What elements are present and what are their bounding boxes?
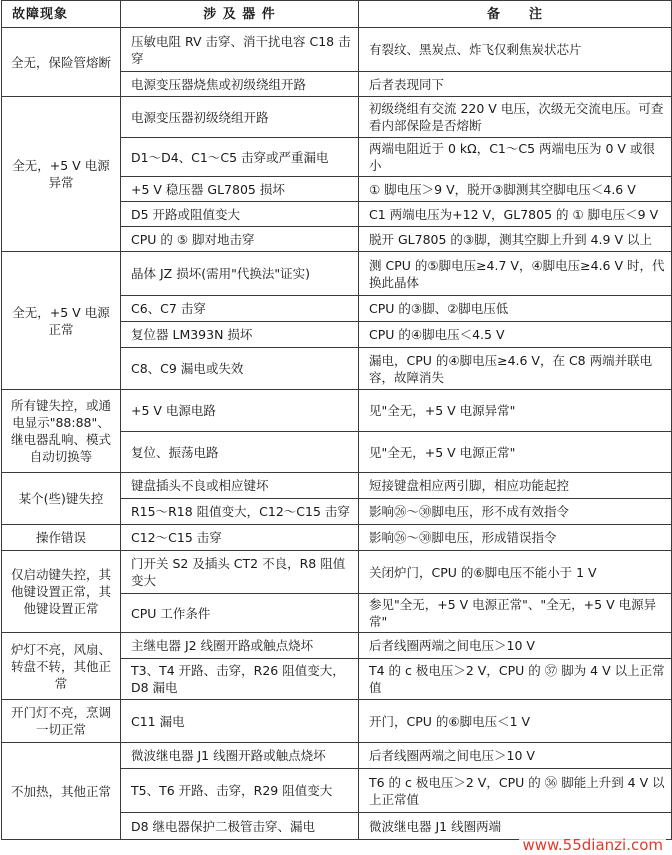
note-cell: 见"全无，+5 V 电源正常" bbox=[359, 432, 672, 473]
table-row bbox=[2, 743, 672, 769]
note-cell: 短接键盘相应两引脚，相应功能起控 bbox=[359, 473, 672, 499]
table-row bbox=[2, 700, 672, 743]
table-row bbox=[2, 551, 672, 594]
component-cell: C6、C7 击穿 bbox=[121, 296, 359, 322]
component-cell: 键盘插头不良或相应键坏 bbox=[121, 473, 359, 499]
note-cell: CPU 的③脚、②脚电压低 bbox=[359, 296, 672, 322]
table-body bbox=[2, 28, 672, 840]
component-cell: C11 漏电 bbox=[121, 700, 359, 743]
note-cell: 后者线圈两端之间电压＞10 V bbox=[359, 633, 672, 659]
note-cell: 后者表现同下 bbox=[359, 72, 672, 97]
note-cell: 参见"全无，+5 V 电源正常"、"全无，+5 V 电源异常" bbox=[359, 594, 672, 633]
component-cell: +5 V 稳压器 GL7805 损坏 bbox=[121, 177, 359, 202]
note-cell: 测 CPU 的⑤脚电压≥4.7 V，④脚电压≥4.6 V 时，代换此晶体 bbox=[359, 252, 672, 296]
symptom-cell: 开门灯不亮，烹调一切正常 bbox=[2, 700, 121, 743]
note-cell: T4 的 c 极电压＞2 V，CPU 的 ㊲ 脚为 4 V 以上正常值 bbox=[359, 659, 672, 700]
component-cell: D8 继电器保护二极管击穿、漏电 bbox=[121, 813, 359, 840]
table-row bbox=[2, 97, 672, 138]
component-cell: +5 V 电源电路 bbox=[121, 390, 359, 432]
component-cell: C8、C9 漏电或失效 bbox=[121, 348, 359, 390]
symptom-cell: 全无，保险管熔断 bbox=[2, 28, 121, 97]
note-cell: CPU 的④脚电压＜4.5 V bbox=[359, 322, 672, 348]
component-cell: C12～C15 击穿 bbox=[121, 525, 359, 551]
note-cell: 初级绕组有交流 220 V 电压，次级无交流电压。可查看内部保险是否熔断 bbox=[359, 97, 672, 138]
watermark: www.55dianzi.com bbox=[519, 836, 666, 854]
symptom-cell: 全无，+5 V 电源正常 bbox=[2, 252, 121, 390]
symptom-cell: 全无，+5 V 电源异常 bbox=[2, 97, 121, 252]
component-cell: D1～D4、C1～C5 击穿或严重漏电 bbox=[121, 138, 359, 177]
note-cell: 见"全无，+5 V 电源异常" bbox=[359, 390, 672, 432]
component-cell: T5、T6 开路、击穿，R29 阻值变大 bbox=[121, 769, 359, 813]
symptom-cell: 操作错误 bbox=[2, 525, 121, 551]
note-cell: 有裂纹、黑炭点、炸飞仅剩焦炭状芯片 bbox=[359, 28, 672, 72]
symptom-cell: 某个(些)键失控 bbox=[2, 473, 121, 525]
component-cell: 晶体 JZ 损坏(需用"代换法"证实) bbox=[121, 252, 359, 296]
table-row bbox=[2, 633, 672, 659]
symptom-cell: 不加热，其他正常 bbox=[2, 743, 121, 840]
table-row bbox=[2, 28, 672, 72]
component-cell: 压敏电阻 RV 击穿、消干扰电容 C18 击穿 bbox=[121, 28, 359, 72]
table-row bbox=[2, 390, 672, 432]
table-header-row bbox=[2, 1, 672, 28]
component-cell: 微波继电器 J1 线圈开路或触点烧坏 bbox=[121, 743, 359, 769]
note-cell: 微波继电器 J1 线圈两端 bbox=[359, 813, 672, 840]
component-cell: T3、T4 开路、击穿，R26 阻值变大，D8 漏电 bbox=[121, 659, 359, 700]
component-cell: 复位器 LM393N 损坏 bbox=[121, 322, 359, 348]
note-cell: 影响㉖～㉚脚电压，形不成有效指令 bbox=[359, 499, 672, 525]
symptom-cell: 所有键失控，或通电显示"88:88"、继电器乱响、模式自动切换等 bbox=[2, 390, 121, 473]
component-cell: R15～R18 阻值变大，C12～C15 击穿 bbox=[121, 499, 359, 525]
note-cell: 关闭炉门，CPU 的⑥脚电压不能小于 1 V bbox=[359, 551, 672, 594]
table-row bbox=[2, 473, 672, 499]
component-cell: D5 开路或阻值变大 bbox=[121, 202, 359, 227]
fault-table bbox=[1, 0, 672, 840]
component-cell: 门开关 S2 及插头 CT2 不良，R8 阻值变大 bbox=[121, 551, 359, 594]
component-cell: 电源变压器烧焦或初级绕组开路 bbox=[121, 72, 359, 97]
symptom-cell: 炉灯不亮，风扇、转盘不转，其他正常 bbox=[2, 633, 121, 700]
component-cell: 复位、振荡电路 bbox=[121, 432, 359, 473]
note-cell: C1 两端电压为+12 V，GL7805 的 ① 脚电压＜9 V bbox=[359, 202, 672, 227]
header-notes: 备 注 bbox=[359, 1, 672, 28]
symptom-cell: 仅启动键失控，其他键设置正常，其他键设置正常 bbox=[2, 551, 121, 633]
note-cell: T6 的 c 极电压＞2 V，CPU 的 ㊱ 脚能上升到 4 V 以上正常值 bbox=[359, 769, 672, 813]
note-cell: 两端电阻近于 0 kΩ，C1～C5 两端电压为 0 V 或很小 bbox=[359, 138, 672, 177]
note-cell: ① 脚电压＞9 V，脱开③脚测其空脚电压＜4.6 V bbox=[359, 177, 672, 202]
note-cell: 脱开 GL7805 的③脚，测其空脚上升到 4.9 V 以上 bbox=[359, 227, 672, 252]
header-symptom: 故障现象 bbox=[2, 1, 121, 28]
header-parts: 涉 及 器 件 bbox=[121, 1, 359, 28]
component-cell: CPU 的 ⑤ 脚对地击穿 bbox=[121, 227, 359, 252]
note-cell: 后者线圈两端之间电压＞10 V bbox=[359, 743, 672, 769]
component-cell: CPU 工作条件 bbox=[121, 594, 359, 633]
table-row bbox=[2, 525, 672, 551]
table-row bbox=[2, 252, 672, 296]
note-cell: 漏电，CPU 的④脚电压≥4.6 V，在 C8 两端并联电容，故障消失 bbox=[359, 348, 672, 390]
component-cell: 电源变压器初级绕组开路 bbox=[121, 97, 359, 138]
note-cell: 开门，CPU 的⑥脚电压＜1 V bbox=[359, 700, 672, 743]
note-cell: 影响㉖～㉚脚电压，形成错误指令 bbox=[359, 525, 672, 551]
component-cell: 主继电器 J2 线圈开路或触点烧坏 bbox=[121, 633, 359, 659]
